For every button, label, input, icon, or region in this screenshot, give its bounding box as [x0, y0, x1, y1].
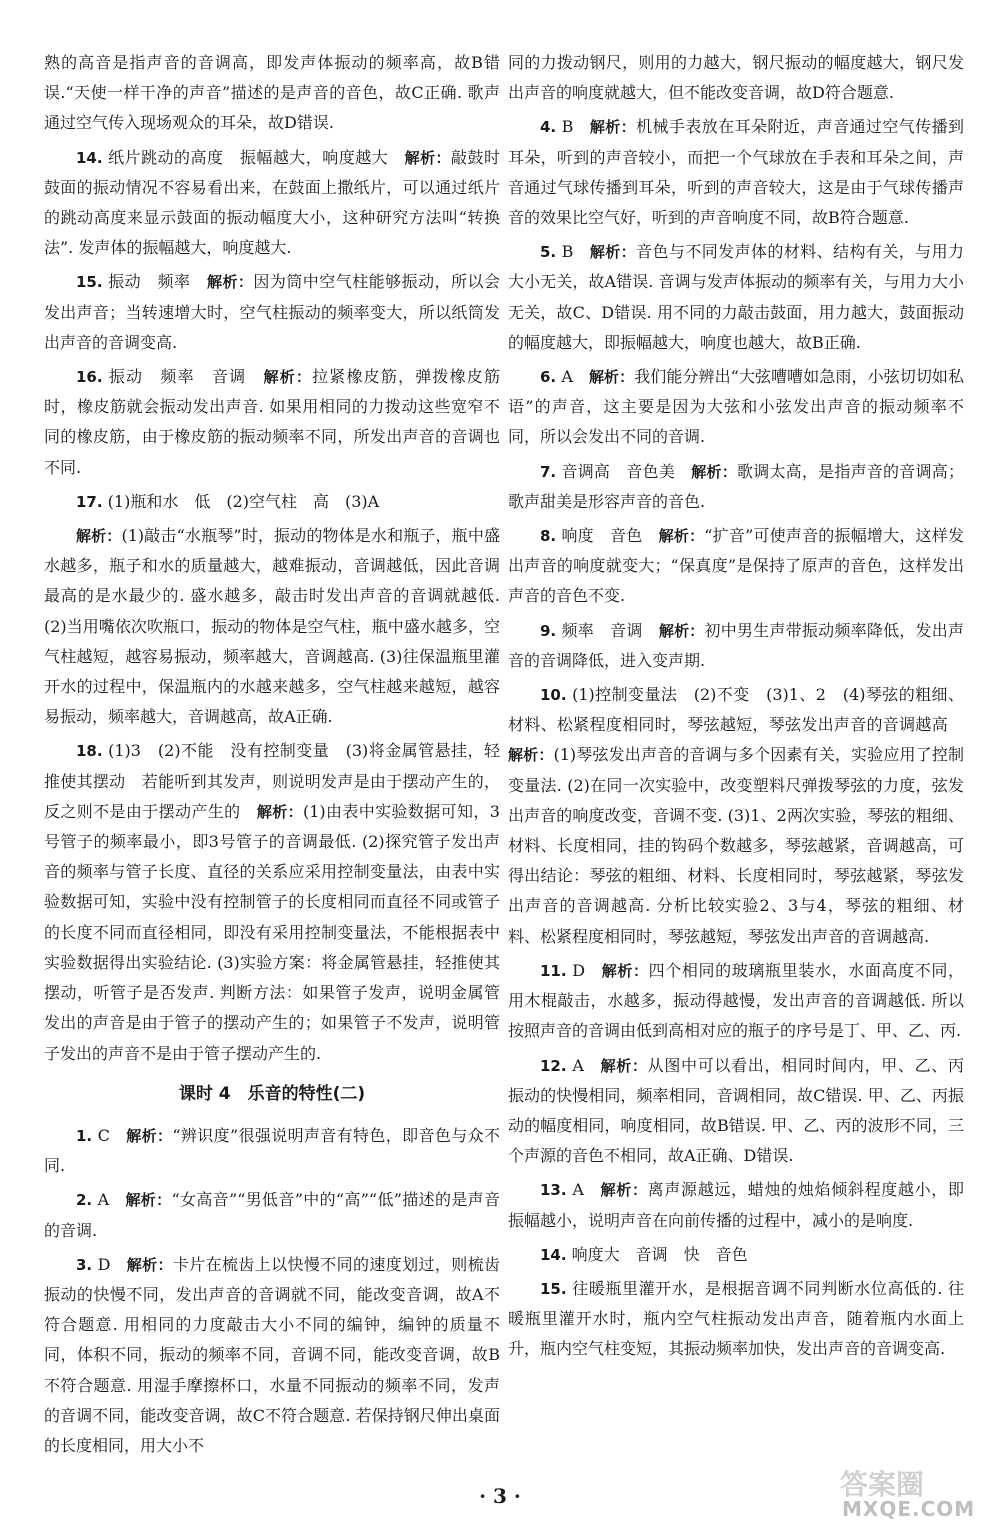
answer-text: 响度 音色	[561, 526, 643, 546]
analysis-text: 拉紧橡皮筋，弹拨橡皮筋时，橡皮筋就会振动发出声音. 如果用相同的力拨动这些宽窄不同的橡皮筋，由于橡皮筋的振动频率不同，所发出声音的音调也不同.	[44, 367, 500, 477]
question-number: 5.	[540, 243, 557, 262]
answer-item	[508, 362, 964, 453]
analysis-text: (1)琴弦发出声音的音调与多个因素有关，实验应用了控制变量法. (2)在同一次实验中，改变塑料尺弹拨琴弦的力度，弦发出声音的响度改变，音调不变. (3)1、2两次实验，琴弦的粗细、材料、长度相同，挂的钩码个数越多，琴弦越紧，音调越高，可得出结论：琴弦的粗细、材料、长度相同时，琴弦越紧，琴弦发出声音的音调越高. 分析比较实验2、3与4，琴弦的粗细、材料、松紧程度相同时，琴弦越短，琴弦发出声音的音调越高.	[508, 745, 964, 946]
analysis-text: 熟的高音是指声音的音调高，即发声体振动的频率高，故B错误.“天使一样干净的声音”描述的是声音的音色，故C正确. 歌声通过空气传入现场观众的耳朵，故D错误.	[44, 53, 500, 133]
analysis-label: 解析：	[508, 746, 554, 765]
page-number: · 3 ·	[479, 1484, 521, 1508]
analysis-label: 解析：	[601, 961, 649, 980]
watermark-logo	[836, 1463, 986, 1523]
left-column	[44, 48, 500, 1465]
answer-text: D	[572, 960, 586, 980]
answer-item	[508, 1175, 964, 1235]
answer-item	[508, 1274, 964, 1365]
answer-item	[44, 521, 500, 732]
answer-item	[44, 736, 500, 1068]
question-number: 17.	[76, 492, 103, 511]
analysis-text: “辨识度”很强说明声音有特色，即音色与众不同.	[44, 1125, 500, 1176]
analysis-text: 音色与不同发声体的材料、结构有关，与用力大小无关，故A错误. 音调与发声体振动的频率有关，与用力大小无关，故C、D错误. 用不同的力敲击鼓面，用力越大，鼓面振动的幅度越大，即振幅越大，响度也越大，故B正确.	[508, 242, 964, 352]
answer-item	[508, 956, 964, 1047]
answer-item	[44, 487, 500, 517]
question-number: 4.	[540, 118, 557, 137]
analysis-text: 离声源越远，蜡烛的烛焰倾斜程度越小，即振幅越小，说明声音在向前传播的过程中，减小的是响度.	[508, 1180, 964, 1230]
answer-item	[508, 457, 964, 517]
question-number: 18.	[76, 742, 103, 761]
analysis-text: 歌调太高，是指声音的音调高；歌声甜美是形容声音的音色.	[508, 461, 964, 511]
question-number: 6.	[540, 368, 557, 387]
answer-text: 往暖瓶里灌开水，是根据音调不同判断水位高低的. 往暖瓶里灌开水时，瓶内空气柱振动发出声音，随着瓶内水面上升，瓶内空气柱变短，其振动频率加快，发出声音的音调变高.	[508, 1278, 964, 1359]
answer-item	[508, 237, 964, 358]
question-number: 15.	[540, 1279, 567, 1298]
analysis-text: (1)敲击“水瓶琴”时，振动的物体是水和瓶子，瓶中盛水越多，瓶子和水的质量越大，越难振动，音调越低，因此音调最高的是水最少的. 盛水越多，敲击时发出声音的音调就越低. (2)当用嘴依次吹瓶口，振动的物体是空气柱，瓶中盛水越多，空气柱越短，越容易振动，频率越大，音调越高. (3)往保温瓶里灌开水的过程中，保温瓶内的水越来越多，空气柱越来越短，越容易振动，频率越大，音调越高，故A正确.	[44, 526, 500, 727]
answer-text: A	[97, 1190, 110, 1210]
analysis-label: 解析：	[76, 527, 122, 546]
answer-item	[508, 680, 964, 952]
analysis-text: 同的力拨动钢尺，则用的力越大，钢尺振动的幅度越大，钢尺发出声音的响度就越大，但不能改变音调，故D符合题意.	[508, 53, 964, 103]
analysis-text: “扩音”可使声音的振幅增大，这样发出声音的响度就变大；“保真度”是保持了原声的音色，这样发出声音的音色不变.	[508, 526, 964, 606]
analysis-text: 四个相同的玻璃瓶里装水，水面高度不同，用木棍敲击，水越多，振动得越慢，发出声音的音调越低. 所以按照声音的音调由低到高相对应的瓶子的序号是丁、甲、乙、丙.	[508, 960, 964, 1041]
question-number: 14.	[76, 148, 103, 167]
analysis-label: 解析：	[125, 1126, 173, 1145]
watermark-top: 答案圈	[840, 1468, 925, 1501]
analysis-text: 我们能分辨出“大弦嘈嘈如急雨，小弦切切如私语”的声音，这主要是因为大弦和小弦发出声音的振动频率不同，所以会发出不同的音调.	[508, 367, 964, 447]
analysis-text: 敲鼓时鼓面的振动情况不容易看出来，在鼓面上撒纸片，可以通过纸片的跳动高度来显示鼓面的振动幅度大小，这种研究方法叫“转换法”. 发声体的振幅越大，响度越大.	[44, 147, 500, 258]
left-answers	[44, 48, 500, 1069]
answer-text: 振动 频率	[108, 272, 191, 292]
answer-item	[508, 1051, 964, 1172]
answer-item	[44, 1250, 500, 1461]
answer-text: D	[97, 1254, 111, 1274]
question-number: 16.	[76, 368, 103, 387]
analysis-text: (1)由表中实验数据可知，3号管子的频率最小，即3号管子的音调最低. (2)探究管子发出声音的频率与管子长度、直径的关系应采用控制变量法，由表中实验数据可知，实验中没有控制管子的长度相同而直径不同或管子的长度不同而直径相同，即没有采用控制变量法，不能根据表中实验数据得出实验结论. (3)实验方案：将金属管悬挂，轻推使其摆动，听管子是否发声. 判断方法：如果管子发声，说明金属管发出的声音是由于管子的摆动产生的；如果管子不发声，说明管子发出的声音不是由于管子摆动产生的.	[44, 801, 500, 1063]
analysis-text: 从图中可以看出，相同时间内，甲、乙、丙振动的快慢相同，频率相同，音调相同，故C错误. 甲、乙、丙振动的幅度相同，响度相同，故B错误. 甲、乙、丙的波形不同，三个声源的音色不相同，故A正确、D错误.	[508, 1055, 964, 1166]
answer-text: B	[561, 117, 574, 137]
analysis-label: 解析：	[589, 118, 637, 137]
question-number: 8.	[540, 527, 557, 546]
question-number: 7.	[540, 462, 557, 481]
answer-text: (1)瓶和水 低 (2)空气柱 高 (3)A	[107, 491, 380, 511]
question-number: 10.	[540, 686, 567, 705]
analysis-label: 解析：	[588, 368, 635, 387]
right-column	[508, 48, 964, 1369]
answer-text: 频率 音调	[561, 620, 643, 640]
continued-paragraph	[508, 48, 964, 108]
answer-text: 振动 频率 音调	[108, 367, 247, 387]
question-number: 9.	[540, 621, 557, 640]
question-number: 15.	[76, 273, 103, 292]
section-title: 课时 4 乐音的特性(二)	[178, 1083, 366, 1104]
analysis-label: 解析：	[262, 368, 313, 387]
question-number: 2.	[76, 1191, 93, 1210]
analysis-label: 解析：	[125, 1191, 172, 1210]
question-number: 3.	[76, 1255, 93, 1274]
answer-text: B	[561, 242, 574, 262]
analysis-text: 卡片在梳齿上以快慢不同的速度划过，则梳齿振动的快慢不同，发出声音的音调就不同，能改变音调，故A不符合题意. 用相同的力度敲击大小不同的编钟，编钟的质量不同，体积不同，振动的频率不同，音调不同，能改变音调，故B不符合题意. 用湿手摩擦杯口，水量不同振动的频率不同，发声的音调不同，能改变音调，故C不符合题意. 若保持钢尺伸出桌面的长度相同，用大小不	[44, 1254, 500, 1455]
analysis-label: 解析：	[256, 802, 303, 821]
analysis-text: 因为筒中空气柱能够振动，所以会发出声音；当转速增大时，空气柱振动的频率变大，所以纸筒发出声音的音调变高.	[44, 272, 500, 352]
answer-text: 纸片跳动的高度 振幅越大，响度越大	[108, 147, 389, 167]
answer-text: A	[561, 367, 573, 387]
answer-text: (1)3 (2)不能 没有控制变量 (3)将金属管悬挂，轻推使其摆动 若能听到其发声，则说明发声是由于摆动产生的，反之则不是由于摆动产生的	[44, 741, 500, 821]
answer-text: 音调高 音色美	[561, 461, 676, 481]
analysis-text: 机械手表放在耳朵附近，声音通过空气传播到耳朵，听到的声音较小，而把一个气球放在手表和耳朵之间，声音通过气球传播到耳朵，听到的声音较大，这是由于气球传播声音的效果比空气好，听到的声音响度不同，故B符合题意.	[508, 117, 964, 228]
analysis-label: 解析：	[599, 1056, 648, 1075]
answer-item	[508, 521, 964, 612]
question-number: 14.	[540, 1245, 567, 1264]
analysis-label: 解析：	[206, 273, 254, 292]
answer-text: (1)控制变量法 (2)不变 (3)1、2 (4)琴弦的粗细、材料、松紧程度相同时，琴弦越短，琴弦发出声音的音调越高	[508, 685, 964, 735]
analysis-label: 解析：	[126, 1255, 173, 1274]
right-answers	[508, 48, 964, 1365]
answer-item	[508, 616, 964, 676]
answer-text: C	[97, 1125, 110, 1145]
question-number: 1.	[76, 1126, 93, 1145]
analysis-text: “女高音”“男低音”中的“高”“低”描述的是声音的音调.	[44, 1190, 500, 1240]
answer-text: 响度大 音调 快 音色	[571, 1244, 748, 1264]
answer-text: A	[572, 1055, 584, 1075]
analysis-label: 解析：	[691, 462, 737, 481]
question-number: 12.	[540, 1056, 567, 1075]
analysis-label: 解析：	[658, 621, 705, 640]
answer-item	[508, 112, 964, 233]
analysis-label: 解析：	[404, 148, 452, 167]
answer-text: A	[572, 1180, 584, 1200]
analysis-label: 解析：	[599, 1181, 648, 1200]
question-number: 11.	[540, 961, 567, 980]
answer-item	[44, 267, 500, 358]
question-number: 13.	[540, 1181, 567, 1200]
continued-paragraph	[44, 48, 500, 139]
answer-item	[44, 1121, 500, 1181]
left-answers-lesson4	[44, 1121, 500, 1461]
answer-item	[508, 1240, 964, 1270]
analysis-text: 初中男生声带振动频率降低，发出声音的音调降低，进入变声期.	[508, 620, 964, 670]
answer-item	[44, 143, 500, 264]
analysis-label: 解析：	[589, 243, 637, 262]
watermark-text: MXQE.COM	[842, 1497, 976, 1521]
answer-item	[44, 1185, 500, 1245]
analysis-label: 解析：	[658, 527, 705, 546]
answer-item	[44, 362, 500, 483]
